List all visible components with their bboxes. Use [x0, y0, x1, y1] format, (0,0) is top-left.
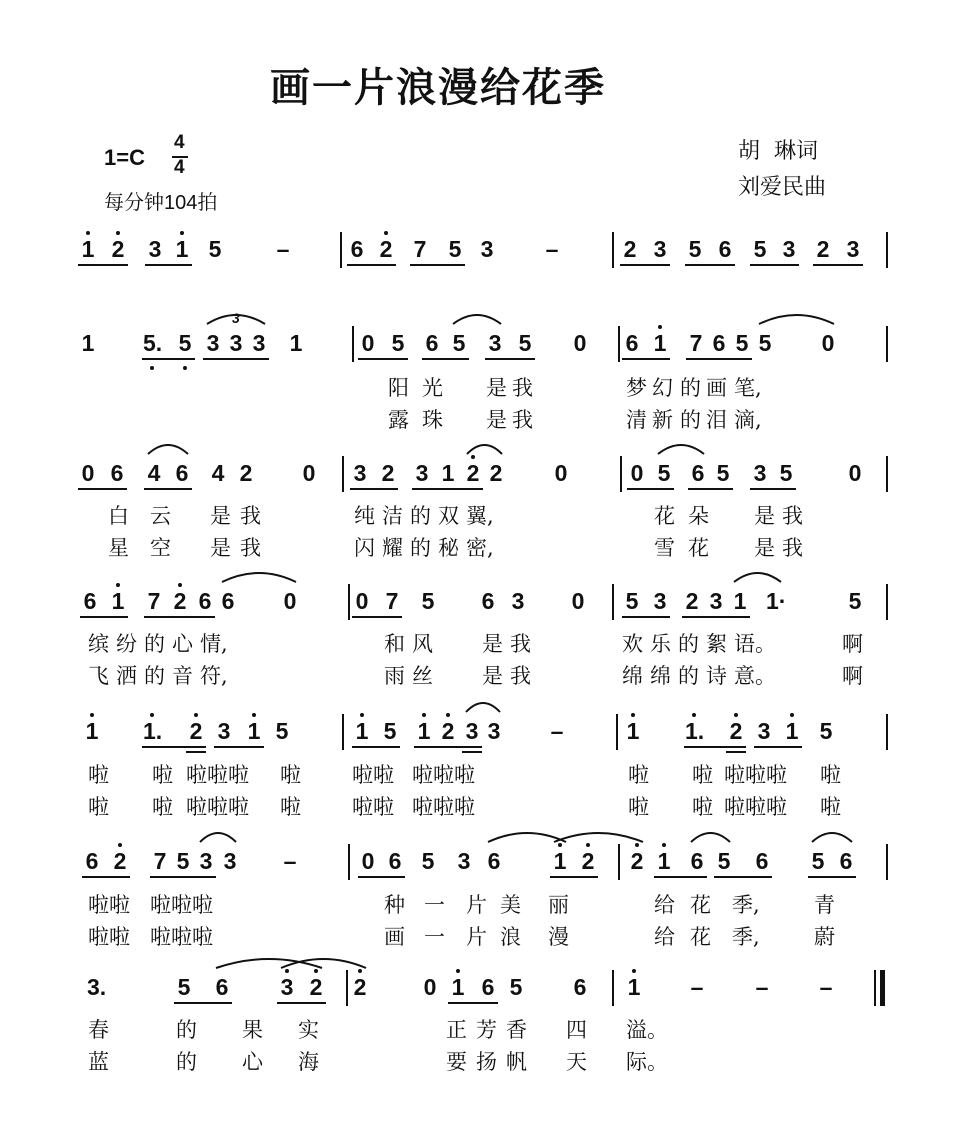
lyric-syllable: 漫 [548, 925, 569, 949]
lyric-syllable: 清 [626, 408, 647, 432]
note: 1· [766, 588, 787, 614]
slur [148, 445, 188, 454]
lyric-syllable: 种 [384, 893, 405, 917]
note: 2 [630, 848, 644, 874]
note: 1 [247, 718, 261, 744]
lyric-syllable: 是 [486, 408, 507, 432]
lyric-syllable: 雨 [384, 664, 405, 688]
lyric-syllable: 啦啦啦 [186, 795, 249, 819]
lyric-syllable: 是 [210, 504, 231, 528]
lyric-syllable: 符, [200, 664, 228, 688]
note: 7 [689, 330, 703, 356]
note: 1 [785, 718, 799, 744]
note: 5 [421, 588, 435, 614]
note: 2 [623, 236, 637, 262]
note: 1. [143, 718, 163, 744]
lyric-syllable: 我 [782, 504, 803, 528]
lyric-syllable: 丽 [548, 893, 569, 917]
lyric-syllable: 蓝 [88, 1050, 109, 1074]
note: 3 [415, 460, 429, 486]
note: 2 [189, 718, 203, 744]
note: 7 [413, 236, 427, 262]
note: 2 [381, 460, 395, 486]
note: 3 [480, 236, 494, 262]
note: 2 [489, 460, 503, 486]
note: 2 [685, 588, 699, 614]
note: 0 [361, 330, 375, 356]
lyric-syllable: 的 [678, 664, 699, 688]
lyric-syllable: 我 [782, 536, 803, 560]
lyric-syllable: 白 [108, 504, 129, 528]
note: 5 [391, 330, 405, 356]
lyric-syllable: 溢。 [626, 1018, 668, 1042]
lyric-syllable: 的 [678, 632, 699, 656]
lyric-syllable: 闪 [354, 536, 375, 560]
note: 5 [819, 718, 833, 744]
note: 1 [553, 848, 567, 874]
note: 6 [110, 460, 124, 486]
note: 5 [518, 330, 532, 356]
lyric-syllable: 啦 [280, 795, 301, 819]
lyric-syllable: 新 [652, 408, 673, 432]
note: 6 [221, 588, 235, 614]
note: 1 [653, 330, 667, 356]
note: 5 [178, 330, 192, 356]
note: 3 [353, 460, 367, 486]
lyric-syllable: 花 [690, 893, 711, 917]
note: 2 [309, 974, 323, 1000]
lyric-syllable: 朵 [688, 504, 709, 528]
note: 4 [147, 460, 161, 486]
note: 6 [573, 974, 587, 1000]
note: 5 [177, 974, 191, 1000]
lyric-syllable: 季, [732, 925, 760, 949]
lyric-syllable: 云 [150, 504, 171, 528]
note: 5 [421, 848, 435, 874]
note: 0 [81, 460, 95, 486]
lyric-syllable: 是 [210, 536, 231, 560]
note: 2 [441, 718, 455, 744]
note: 1 [289, 330, 303, 356]
note: 1 [451, 974, 465, 1000]
note: 1 [111, 588, 125, 614]
lyric-syllable: 啊 [842, 664, 863, 688]
lyric-syllable: 是 [486, 376, 507, 400]
note: – [545, 236, 559, 262]
lyric-syllable: 啦啦 [88, 893, 130, 917]
slur [207, 315, 265, 324]
note: 3 [148, 236, 162, 262]
note: 2 [379, 236, 393, 262]
key-signature: 1=C [104, 145, 145, 170]
note: 6 [215, 974, 229, 1000]
note: 3 [782, 236, 796, 262]
lyric-syllable: 片 [466, 893, 487, 917]
lyric-syllable: 梦 [626, 376, 647, 400]
note: – [550, 718, 564, 744]
lyric-syllable: 啦啦啦 [150, 925, 213, 949]
note: 3 [709, 588, 723, 614]
slur [466, 703, 500, 712]
lyric-syllable: 果 [242, 1018, 263, 1042]
lyric-syllable: 啦 [820, 763, 841, 787]
lyric-syllable: 芳 [476, 1018, 497, 1042]
note: 3 [217, 718, 231, 744]
lyric-syllable: 画 [384, 925, 405, 949]
lyric-syllable: 啦 [88, 795, 109, 819]
note: 4 [211, 460, 225, 486]
lyric-syllable: 啦啦啦 [412, 763, 475, 787]
lyric-syllable: 阳 [388, 376, 409, 400]
note: 1 [81, 236, 95, 262]
lyric-syllable: 雪 [654, 536, 675, 560]
lyric-syllable: 啦啦啦 [724, 763, 787, 787]
slur [759, 315, 834, 324]
lyric-syllable: 风 [412, 632, 433, 656]
lyric-syllable: 际。 [626, 1050, 668, 1074]
note: 5 [509, 974, 523, 1000]
lyric-syllable: 的 [144, 664, 165, 688]
lyric-syllable: 啦 [280, 763, 301, 787]
note: 6 [625, 330, 639, 356]
lyric-syllable: 啦啦啦 [412, 795, 475, 819]
note: 6 [755, 848, 769, 874]
lyric-syllable: 双 [438, 504, 459, 528]
lyric-syllable: 心 [172, 632, 193, 656]
note: 3 [457, 848, 471, 874]
slur [734, 573, 781, 582]
lyric-syllable: 我 [240, 504, 261, 528]
lyric-syllable: 音 [172, 664, 193, 688]
note: 1. [685, 718, 705, 744]
lyric-syllable: 啊 [842, 632, 863, 656]
lyric-syllable: 的 [176, 1050, 197, 1074]
note: 2 [729, 718, 743, 744]
note: 6 [481, 974, 495, 1000]
note: 6 [388, 848, 402, 874]
lyric-syllable: 片 [466, 925, 487, 949]
note: 6 [85, 848, 99, 874]
tempo-marking: 每分钟104拍 [104, 192, 218, 214]
note: 5 [657, 460, 671, 486]
note: 1 [441, 460, 455, 486]
lyric-syllable: 画 [706, 376, 727, 400]
note: 6 [718, 236, 732, 262]
slur [554, 833, 643, 842]
note: 5 [625, 588, 639, 614]
note: 3 [653, 236, 667, 262]
note: 5 [717, 848, 731, 874]
note: 3 [199, 848, 213, 874]
lyric-syllable: 啦 [820, 795, 841, 819]
lyric-syllable: 露 [388, 408, 409, 432]
lyric-syllable: 给 [654, 893, 675, 917]
lyric-syllable: 美 [500, 893, 521, 917]
lyric-syllable: 是 [482, 632, 503, 656]
lyric-syllable: 密, [466, 536, 494, 560]
lyric-syllable: 语。 [734, 632, 776, 656]
lyric-syllable: 我 [512, 408, 533, 432]
note: 2 [353, 974, 367, 1000]
slur [467, 445, 502, 454]
lyric-syllable: 啦 [628, 763, 649, 787]
lyric-syllable: 蔚 [814, 925, 835, 949]
note: 5 [848, 588, 862, 614]
note: 1 [733, 588, 747, 614]
lyric-syllable: 花 [690, 925, 711, 949]
lyric-syllable: 啦啦 [352, 795, 394, 819]
note: 2 [239, 460, 253, 486]
lyric-syllable: 光 [422, 376, 443, 400]
lyric-syllable: 扬 [476, 1050, 497, 1074]
lyric-syllable: 心 [242, 1050, 263, 1074]
note: 2 [581, 848, 595, 874]
note: 5 [735, 330, 749, 356]
note: 3 [488, 330, 502, 356]
lyric-syllable: 珠 [422, 408, 443, 432]
lyric-syllable: 香 [506, 1018, 527, 1042]
lyric-syllable: 啦啦啦 [186, 763, 249, 787]
note: 0 [571, 588, 585, 614]
lyric-syllable: 洒 [116, 664, 137, 688]
lyric-syllable: 的 [410, 504, 431, 528]
note: – [283, 848, 297, 874]
lyric-syllable: 空 [150, 536, 171, 560]
lyric-syllable: 啦 [692, 763, 713, 787]
note: 3 [252, 330, 266, 356]
note: 0 [355, 588, 369, 614]
lyric-syllable: 是 [754, 536, 775, 560]
note: 5 [208, 236, 222, 262]
note: 6 [83, 588, 97, 614]
note: 2 [113, 848, 127, 874]
note: 6 [839, 848, 853, 874]
lyric-syllable: 的 [144, 632, 165, 656]
note: 1 [417, 718, 431, 744]
lyric-syllable: 的 [680, 408, 701, 432]
lyric-syllable: 纷 [116, 632, 137, 656]
slur [200, 833, 236, 842]
lyric-syllable: 的 [410, 536, 431, 560]
note: 3 [757, 718, 771, 744]
note: 0 [821, 330, 835, 356]
lyric-syllable: 絮 [706, 632, 727, 656]
lyric-syllable: 星 [108, 536, 129, 560]
lyric-syllable: 的 [176, 1018, 197, 1042]
lyric-syllable: 乐 [650, 632, 671, 656]
lyric-syllable: 一 [424, 893, 445, 917]
note: 5. [143, 330, 163, 356]
note: 0 [573, 330, 587, 356]
note: 3 [753, 460, 767, 486]
note: 5 [688, 236, 702, 262]
lyric-syllable: 给 [654, 925, 675, 949]
note: 5 [811, 848, 825, 874]
note: 0 [361, 848, 375, 874]
note: 2 [111, 236, 125, 262]
note: 7 [153, 848, 167, 874]
lyric-syllable: 丝 [412, 664, 433, 688]
note: 5 [448, 236, 462, 262]
triplet-mark: 3 [232, 310, 240, 326]
lyric-syllable: 情, [200, 632, 228, 656]
note: 5 [758, 330, 772, 356]
lyric-syllable: 啦 [152, 795, 173, 819]
note: 2 [173, 588, 187, 614]
note: 5 [275, 718, 289, 744]
note: 3 [846, 236, 860, 262]
lyric-syllable: 春 [88, 1018, 109, 1042]
note: 3 [206, 330, 220, 356]
lyric-syllable: 我 [240, 536, 261, 560]
note: 6 [691, 460, 705, 486]
lyric-syllable: 啦啦 [88, 925, 130, 949]
note: – [276, 236, 290, 262]
lyric-syllable: 耀 [382, 536, 403, 560]
note: 3 [280, 974, 294, 1000]
note: 0 [630, 460, 644, 486]
lyric-syllable: 海 [298, 1050, 319, 1074]
note: 1 [626, 718, 640, 744]
lyric-syllable: 啦 [628, 795, 649, 819]
lyric-syllable: 和 [384, 632, 405, 656]
lyric-syllable: 浪 [500, 925, 521, 949]
note: 6 [481, 588, 495, 614]
lyric-syllable: 幻 [652, 376, 673, 400]
note: 2 [466, 460, 480, 486]
note: 6 [198, 588, 212, 614]
lyric-syllable: 笔, [734, 376, 762, 400]
note: 5 [753, 236, 767, 262]
lyric-syllable: 秘 [438, 536, 459, 560]
note: – [690, 974, 704, 1000]
note: 5 [452, 330, 466, 356]
note: 1 [657, 848, 671, 874]
note: 5 [716, 460, 730, 486]
lyric-syllable: 实 [298, 1018, 319, 1042]
composer-credit: 刘爱民曲 [738, 175, 827, 200]
lyric-syllable: 绵 [622, 664, 643, 688]
lyric-syllable: 纯 [354, 504, 375, 528]
note: 1 [85, 718, 99, 744]
lyric-syllable: 我 [510, 664, 531, 688]
lyric-syllable: 帆 [506, 1050, 527, 1074]
note: 3 [223, 848, 237, 874]
lyric-syllable: 正 [446, 1018, 467, 1042]
note: – [755, 974, 769, 1000]
lyric-syllable: 天 [566, 1050, 587, 1074]
note: 2 [816, 236, 830, 262]
lyric-syllable: 青 [814, 893, 835, 917]
lyric-syllable: 诗 [706, 664, 727, 688]
lyric-syllable: 泪 [706, 408, 727, 432]
note: 3 [465, 718, 479, 744]
lyric-syllable: 是 [482, 664, 503, 688]
note: 6 [712, 330, 726, 356]
note: 1 [627, 974, 641, 1000]
lyric-syllable: 啦 [88, 763, 109, 787]
lyric-syllable: 我 [512, 376, 533, 400]
lyric-syllable: 花 [654, 504, 675, 528]
note: 0 [302, 460, 316, 486]
lyric-syllable: 飞 [88, 664, 109, 688]
lyric-syllable: 啦啦 [352, 763, 394, 787]
note: 5 [176, 848, 190, 874]
slur [453, 315, 501, 324]
lyric-syllable: 滴, [734, 408, 762, 432]
note: 6 [175, 460, 189, 486]
note: 7 [385, 588, 399, 614]
lyric-syllable: 的 [680, 376, 701, 400]
lyric-syllable: 绵 [650, 664, 671, 688]
lyricist-credit: 胡 琳词 [738, 139, 818, 164]
lyric-syllable: 欢 [622, 632, 643, 656]
note: 1 [175, 236, 189, 262]
slur [691, 833, 730, 842]
lyric-syllable: 啦 [152, 763, 173, 787]
note: 0 [848, 460, 862, 486]
slur [812, 833, 852, 842]
lyric-syllable: 我 [510, 632, 531, 656]
lyric-syllable: 啦啦啦 [724, 795, 787, 819]
note: 6 [350, 236, 364, 262]
note: 5 [779, 460, 793, 486]
note: 0 [283, 588, 297, 614]
lyric-syllable: 洁 [382, 504, 403, 528]
lyric-syllable: 翼, [466, 504, 494, 528]
time-signature-top: 4 [174, 132, 185, 153]
note: 3 [487, 718, 501, 744]
time-signature-bottom: 4 [174, 157, 185, 178]
lyric-syllable: 缤 [88, 632, 109, 656]
lyric-syllable: 意。 [734, 664, 776, 688]
note: – [819, 974, 833, 1000]
note: 5 [383, 718, 397, 744]
slur [658, 445, 704, 454]
note: 7 [147, 588, 161, 614]
note: 0 [423, 974, 437, 1000]
note: 6 [425, 330, 439, 356]
slur [488, 833, 566, 842]
song-title: 画一片浪漫给花季 [270, 64, 606, 111]
lyric-syllable: 啦 [692, 795, 713, 819]
note: 3 [653, 588, 667, 614]
note: 1 [355, 718, 369, 744]
note: 3 [229, 330, 243, 356]
note: 6 [690, 848, 704, 874]
lyric-syllable: 花 [688, 536, 709, 560]
note: 3 [511, 588, 525, 614]
note: 6 [487, 848, 501, 874]
lyric-syllable: 是 [754, 504, 775, 528]
slur [222, 573, 296, 582]
lyric-syllable: 要 [446, 1050, 467, 1074]
lyric-syllable: 啦啦啦 [150, 893, 213, 917]
lyric-syllable: 季, [732, 893, 760, 917]
note: 0 [554, 460, 568, 486]
lyric-syllable: 一 [424, 925, 445, 949]
note: 1 [81, 330, 95, 356]
note: 3. [87, 974, 107, 1000]
lyric-syllable: 四 [566, 1018, 587, 1042]
